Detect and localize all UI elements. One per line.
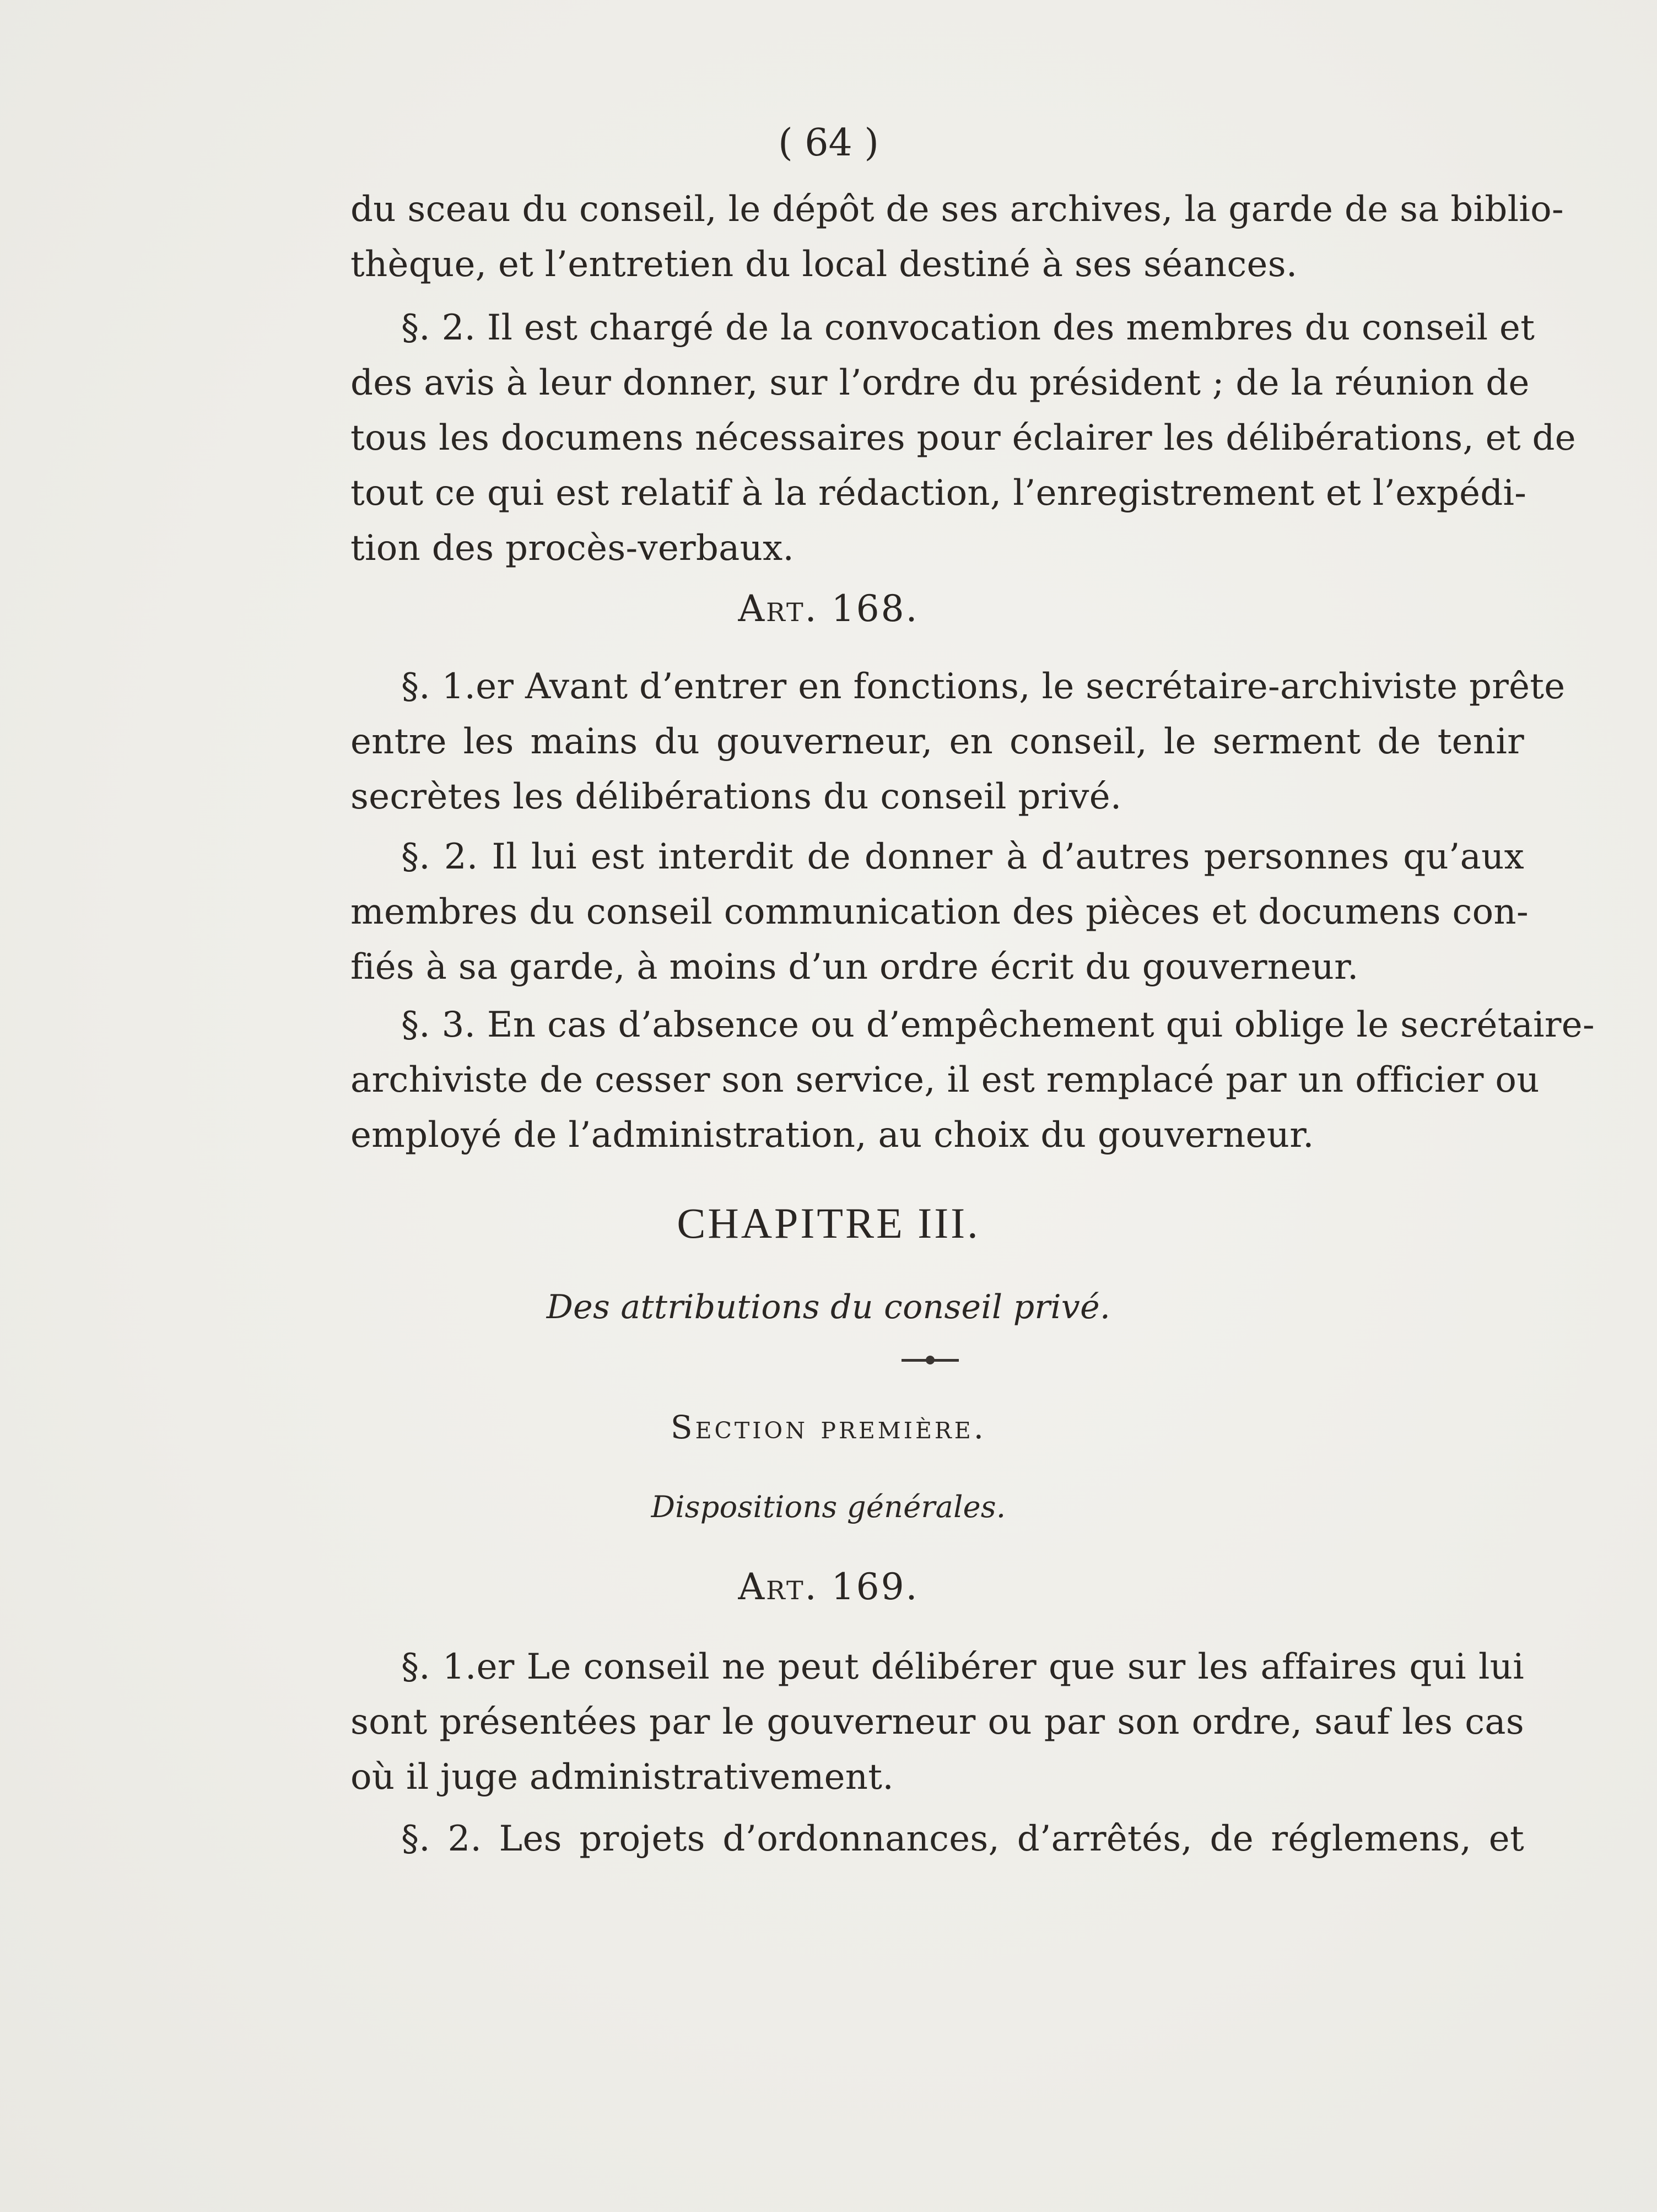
text-line-6: tout ce qui est relatif à la rédaction, l’enregistrement et l’expédi-	[350, 473, 1527, 514]
text-line-23: §. 1.er Le conseil ne peut délibérer que sur les affaires qui lui	[401, 1647, 1524, 1687]
page-number: ( 64 )	[778, 121, 879, 165]
section-subtitle: Dispositions générales.	[651, 1490, 1006, 1524]
text-line-16: archiviste de cesser son service, il est remplacé par un officier ou	[350, 1060, 1540, 1100]
text-line-25: où il juge administrativement.	[350, 1757, 894, 1798]
text-line-4: des avis à leur donner, sur l’ordre du président ; de la réunion de	[350, 363, 1530, 403]
article-heading-168: Art. 168.	[738, 587, 919, 630]
text-line-10: entre les mains du gouverneur, en conseil, le serment de tenir	[350, 721, 1524, 762]
text-line-26: §. 2. Les projets d’ordonnances, d’arrêtés, de réglemens, et	[401, 1819, 1524, 1859]
text-line-5: tous les documens nécessaires pour éclairer les délibérations, et de	[350, 418, 1576, 458]
text-line-15: §. 3. En cas d’absence ou d’empêchement qui oblige le secrétaire-	[401, 1005, 1595, 1045]
text-line-7: tion des procès-verbaux.	[350, 528, 795, 569]
article-heading-169: Art. 169.	[738, 1566, 919, 1608]
text-line-11: secrètes les délibérations du conseil privé.	[350, 776, 1122, 817]
chapter-subtitle: Des attributions du conseil privé.	[546, 1288, 1111, 1326]
text-line-2: thèque, et l’entretien du local destiné à ses séances.	[350, 244, 1298, 285]
text-line-24: sont présentées par le gouverneur ou par son ordre, sauf les cas	[350, 1702, 1524, 1742]
text-line-14: fiés à sa garde, à moins d’un ordre écrit du gouverneur.	[350, 947, 1359, 988]
text-line-17: employé de l’administration, au choix du gouverneur.	[350, 1115, 1314, 1156]
section-heading: Section première.	[670, 1409, 987, 1446]
text-line-13: membres du conseil communication des pièces et documens con-	[350, 892, 1529, 932]
chapter-heading: CHAPITRE III.	[677, 1199, 980, 1247]
ornamental-rule	[902, 1359, 959, 1362]
text-line-1: du sceau du conseil, le dépôt de ses archives, la garde de sa biblio-	[350, 189, 1564, 230]
text-line-9: §. 1.er Avant d’entrer en fonctions, le secrétaire-archiviste prête	[401, 666, 1566, 707]
text-line-12: §. 2. Il lui est interdit de donner à d’autres personnes qu’aux	[401, 837, 1524, 877]
text-line-3: §. 2. Il est chargé de la convocation des membres du conseil et	[401, 307, 1535, 348]
